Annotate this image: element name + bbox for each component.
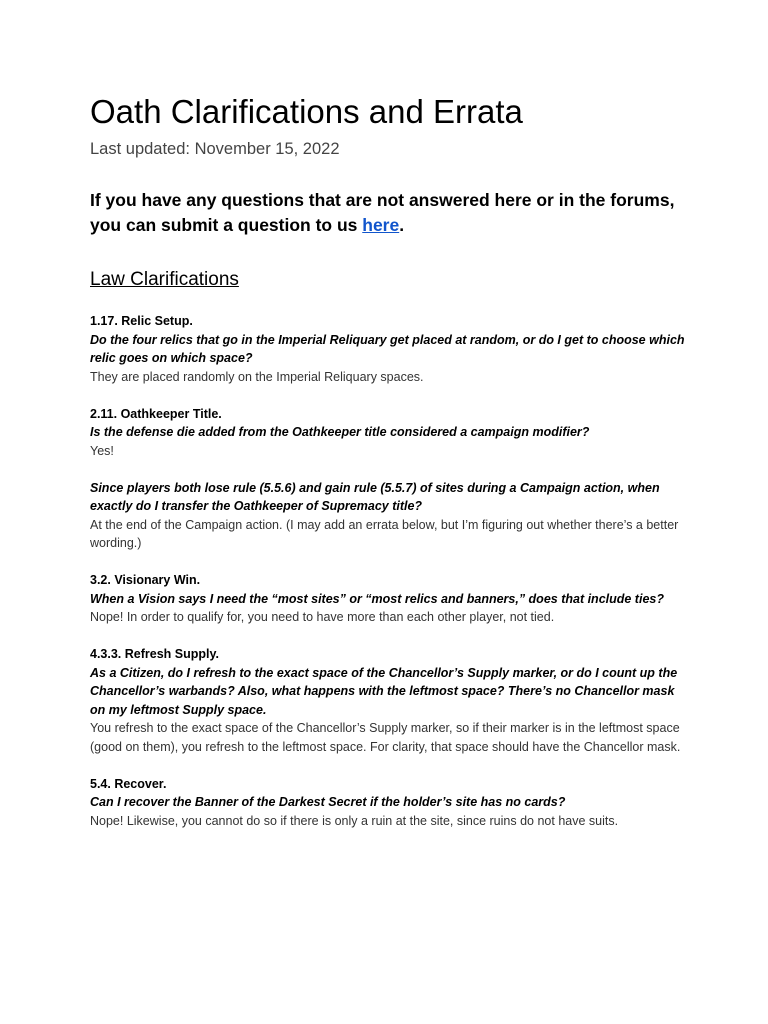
answer-text: At the end of the Campaign action. (I may add an errata below, but I’m figuring out whether there’s a better wording.) (90, 517, 679, 550)
question-answer (90, 793, 685, 830)
entry-heading: 2.11. Oathkeeper Title. (90, 406, 222, 421)
question-answer (90, 590, 685, 627)
question-text: Do the four relics that go in the Imperial Reliquary get placed at random, or do I get to choose which relic goes on which space? (90, 332, 685, 365)
clarification-entry (90, 571, 685, 627)
intro-paragraph (90, 188, 680, 238)
spacer (90, 627, 685, 646)
clarification-entry (90, 645, 685, 756)
question-answer (90, 664, 685, 757)
spacer (90, 553, 685, 572)
clarification-entry (90, 312, 685, 386)
spacer (90, 756, 685, 775)
entry-heading: 1.17. Relic Setup. (90, 314, 193, 328)
clarification-entry (90, 405, 685, 553)
intro-text-end: . (399, 215, 405, 235)
spacer (90, 386, 685, 405)
entry-heading: 4.3.3. Refresh Supply. (90, 647, 219, 661)
question-answer (90, 331, 685, 387)
question-answer (90, 479, 685, 553)
answer-text: Nope! Likewise, you cannot do so if there is only a ruin at the site, since ruins do not have suits. (90, 813, 619, 828)
question-text: As a Citizen, do I refresh to the exact space of the Chancellor’s Supply marker, or do I count up the Chancellor’s warbands? Also, what happens with the leftmost space? There’s no Chancellor mask on my leftmost Supply space. (90, 665, 678, 717)
section-heading-law-clarifications: Law Clarifications (90, 269, 239, 290)
clarification-list (90, 312, 685, 830)
clarification-entry (90, 775, 685, 831)
answer-text: Nope! In order to qualify for, you need to have more than each other player, not tied. (90, 610, 555, 624)
submit-question-link[interactable]: here (362, 215, 400, 235)
last-updated-date: Last updated: November 15, 2022 (90, 140, 340, 158)
question-answer (90, 423, 685, 460)
entry-heading: 3.2. Visionary Win. (90, 573, 201, 587)
document-title: Oath Clarifications and Errata (90, 93, 523, 130)
question-text: Can I recover the Banner of the Darkest Secret if the holder’s site has no cards? (90, 795, 566, 809)
intro-text: If you have any questions that are not answered here or in the forums, you can submit a question to us (90, 190, 675, 235)
question-text: Since players both lose rule (5.5.6) and gain rule (5.5.7) of sites during a Campaign action, when exactly do I transfer the Oathkeeper of Supremacy title? (90, 480, 660, 513)
answer-text: You refresh to the exact space of the Chancellor’s Supply marker, so if their marker is in the leftmost space (good on them), you refresh to the leftmost space. For clarity, that space should have the Chancellor mask. (90, 721, 681, 754)
question-text: Is the defense die added from the Oathkeeper title considered a campaign modifier? (90, 425, 590, 439)
answer-text: They are placed randomly on the Imperial Reliquary spaces. (90, 369, 424, 384)
entry-heading: 5.4. Recover. (90, 776, 167, 791)
answer-text: Yes! (90, 443, 114, 458)
question-text: When a Vision says I need the “most sites” or “most relics and banners,” does that include ties? (90, 591, 664, 606)
spacer (90, 460, 685, 479)
